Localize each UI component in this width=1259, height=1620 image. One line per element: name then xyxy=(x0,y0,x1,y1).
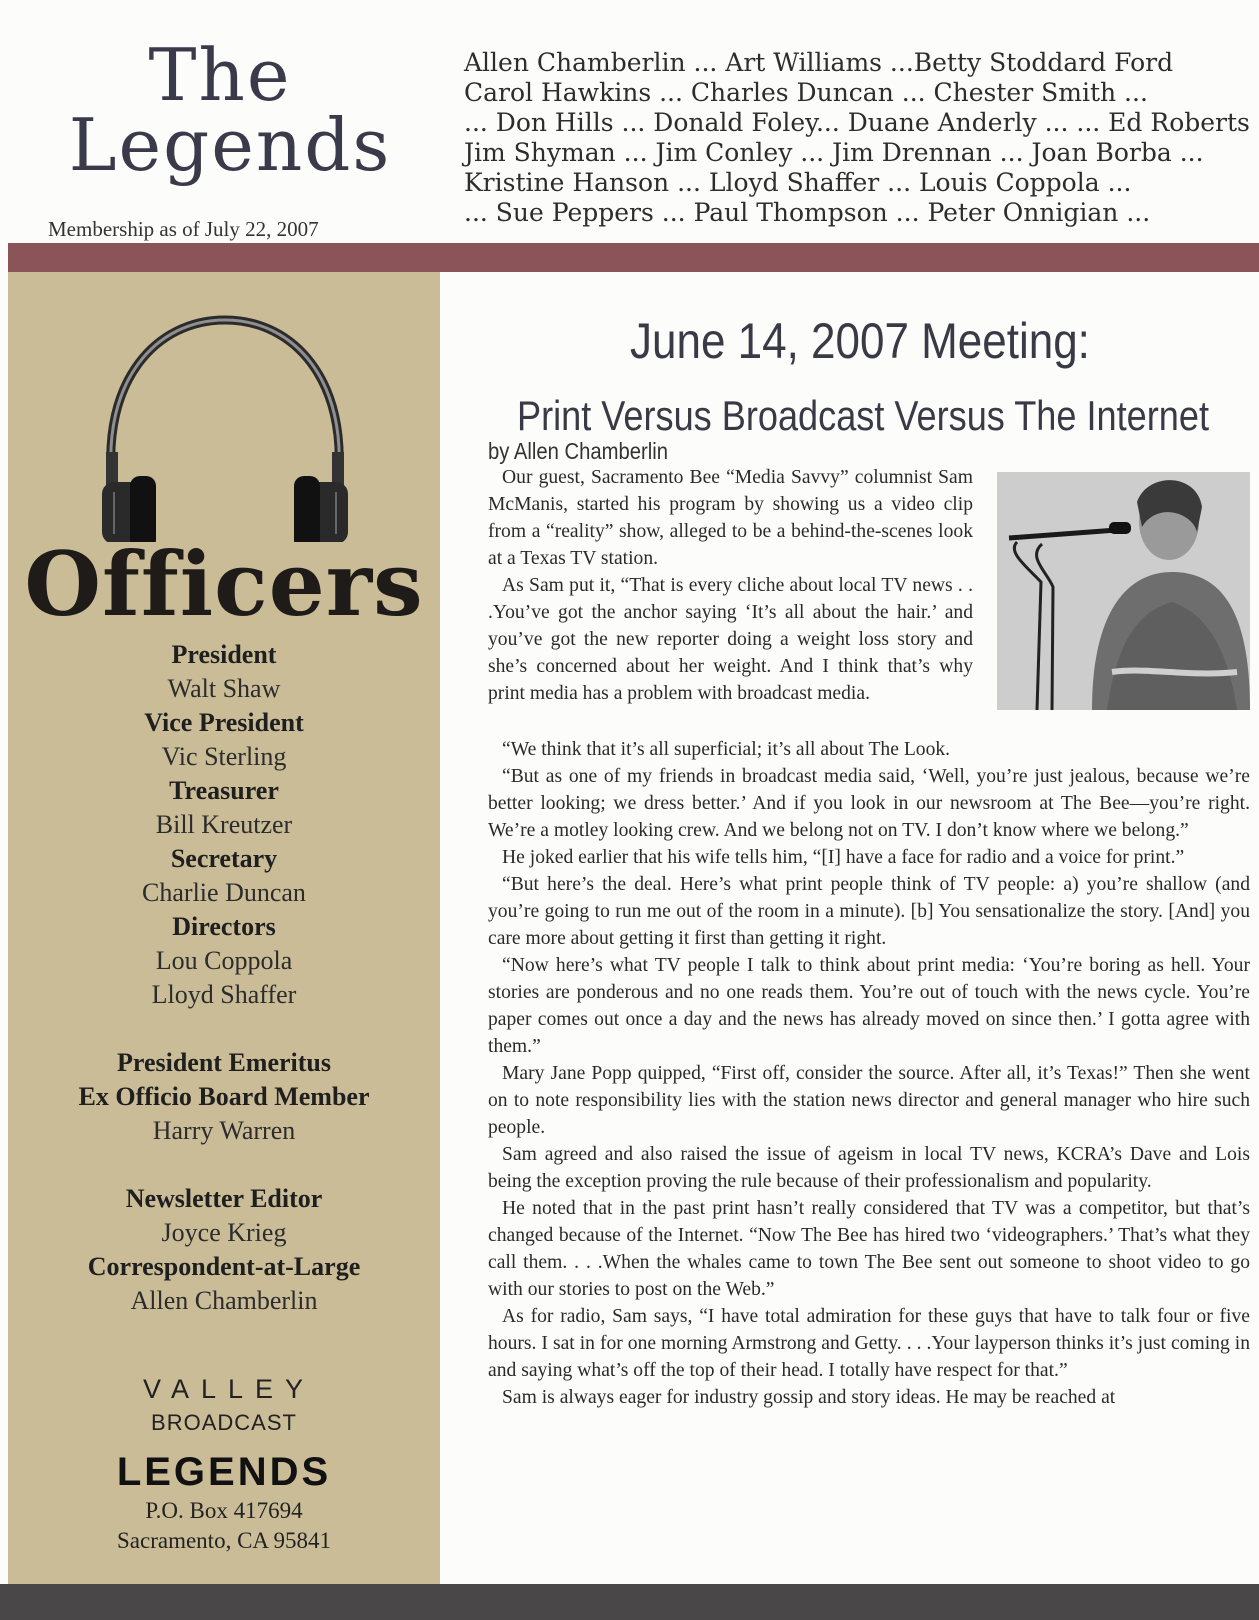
article-body-column-wide xyxy=(488,736,1250,1411)
headphones-icon xyxy=(100,312,350,542)
officer-name: Lloyd Shaffer xyxy=(151,980,297,1009)
article-body-column-narrow xyxy=(488,464,973,707)
membership-date: Membership as of July 22, 2007 xyxy=(48,217,319,241)
role-correspondent: Correspondent-at-Large xyxy=(87,1252,361,1281)
officer-name: Charlie Duncan xyxy=(142,878,306,907)
officer-roster xyxy=(8,638,440,1318)
article-paragraph: Mary Jane Popp quipped, “First off, consider the source. After all, it’s Texas!” Then she went on to note responsibility lies with the station news director and general manager who hire such people. xyxy=(488,1063,1250,1138)
role-president-emeritus: President Emeritus xyxy=(117,1048,331,1077)
article-paragraph: Our guest, Sacramento Bee “Media Savvy” columnist Sam McManis, started his program by showing us a video clip from a “reality” show, alleged to be a behind-the-scenes look at a Texas TV station. xyxy=(488,467,973,569)
officer-name: Harry Warren xyxy=(152,1116,296,1145)
role-treasurer: Treasurer xyxy=(169,776,279,805)
member-line: Allen Chamberlin ... Art Williams ...Betty Stoddard Ford xyxy=(464,48,1174,77)
officer-name: Allen Chamberlin xyxy=(130,1286,318,1315)
logo-valley: VALLEY xyxy=(142,1374,316,1404)
officers-sidebar xyxy=(8,272,440,1584)
article-title: June 14, 2007 Meeting: xyxy=(630,313,1090,369)
logo-legends: LEGENDS xyxy=(116,1450,332,1494)
article-paragraph: “But here’s the deal. Here’s what print people think of TV people: a) you’re shallow (and you’re going to run me out of the room in a minute). [b] You sensationalize the story. [And] you care more about getting it first than getting it right. xyxy=(488,874,1250,949)
article-paragraph: Sam is always eager for industry gossip and story ideas. He may be reached at xyxy=(502,1387,1116,1408)
member-line: ... Sue Peppers ... Paul Thompson ... Peter Onnigian ... xyxy=(464,198,1151,227)
role-newsletter-editor: Newsletter Editor xyxy=(125,1184,323,1213)
article-paragraph: “Now here’s what TV people I talk to think about print media: ‘You’re boring as hell. Your stories are ponderous and no one reads them. You’re out of touch with the news cycle. You’re paper comes out once a day and the news has already moved on since then.’ I gotta agree with them.” xyxy=(488,955,1250,1057)
article-subtitle: Print Versus Broadcast Versus The Internet xyxy=(517,392,1210,439)
member-line: ... Don Hills ... Donald Foley... Duane Anderly ... ... Ed Roberts xyxy=(464,108,1250,137)
article-paragraph: Sam agreed and also raised the issue of ageism in local TV news, KCRA’s Dave and Lois being the exception proving the rule because of their professionalism and popularity. xyxy=(488,1144,1250,1192)
address-line: P.O. Box 417694 xyxy=(145,1498,303,1523)
article-paragraph: He noted that in the past print hasn’t really considered that TV was a competitor, but that’s changed because of the Internet. “Now The Bee has hired two ‘videographers.’ That’s what they call them. . . .When the whales came to town The Bee sent out someone to shoot video to go with our stories to post on the Web.” xyxy=(488,1198,1250,1300)
role-directors: Directors xyxy=(172,912,276,941)
officer-name: Lou Coppola xyxy=(155,946,293,975)
officer-name: Walt Shaw xyxy=(167,674,281,703)
role-ex-officio: Ex Officio Board Member xyxy=(78,1082,370,1111)
masthead-line-2: Legends xyxy=(68,103,392,187)
speaker-photo xyxy=(997,472,1250,710)
officer-name: Bill Kreutzer xyxy=(155,810,293,839)
article-byline: by Allen Chamberlin xyxy=(488,438,669,464)
footer-bar xyxy=(0,1584,1259,1620)
role-president: President xyxy=(171,640,277,669)
officers-heading: Officers xyxy=(24,532,424,636)
officer-name: Joyce Krieg xyxy=(161,1218,287,1247)
org-logo-block xyxy=(8,1372,440,1556)
header-divider xyxy=(8,243,1259,272)
speaker-photo-image xyxy=(997,472,1250,710)
article-paragraph: “But as one of my friends in broadcast media said, ‘Well, you’re just jealous, because we’re better looking; we dress better.’ And if you look in our newsroom at The Bee—you’re right. We’re a motley looking crew. And we belong not on TV. I don’t know where we belong.” xyxy=(488,766,1250,841)
member-line: Kristine Hanson ... Lloyd Shaffer ... Louis Coppola ... xyxy=(464,168,1132,197)
address-line: Sacramento, CA 95841 xyxy=(117,1528,331,1553)
article-paragraph: As for radio, Sam says, “I have total admiration for these guys that have to talk four or five hours. I sat in for one morning Armstrong and Getty. . . .Your layperson thinks it’s just coming in and saying what’s off the top of their head. I totally have respect for that.” xyxy=(488,1306,1250,1381)
article-paragraph: He joked earlier that his wife tells him, “[I] have a face for radio and a voice for print.” xyxy=(502,847,1185,868)
masthead-title xyxy=(40,33,420,187)
member-line: Jim Shyman ... Jim Conley ... Jim Drennan ... Joan Borba ... xyxy=(464,138,1204,167)
masthead-line-1: The xyxy=(148,33,292,117)
logo-broadcast: BROADCAST xyxy=(151,1410,297,1435)
role-vice-president: Vice President xyxy=(144,708,304,737)
article-paragraph: “We think that it’s all superficial; it’s all about The Look. xyxy=(502,739,951,760)
member-line: Carol Hawkins ... Charles Duncan ... Chester Smith ... xyxy=(464,78,1148,107)
role-secretary: Secretary xyxy=(170,844,278,873)
member-list xyxy=(464,48,1250,228)
article-paragraph: As Sam put it, “That is every cliche about local TV news . . .You’ve got the anchor saying ‘It’s all about the hair.’ and you’ve got the new reporter doing a weight loss story and she’s concerned about her weight. And I think that’s why print media has a problem with broadcast media. xyxy=(488,575,973,704)
officer-name: Vic Sterling xyxy=(161,742,287,771)
